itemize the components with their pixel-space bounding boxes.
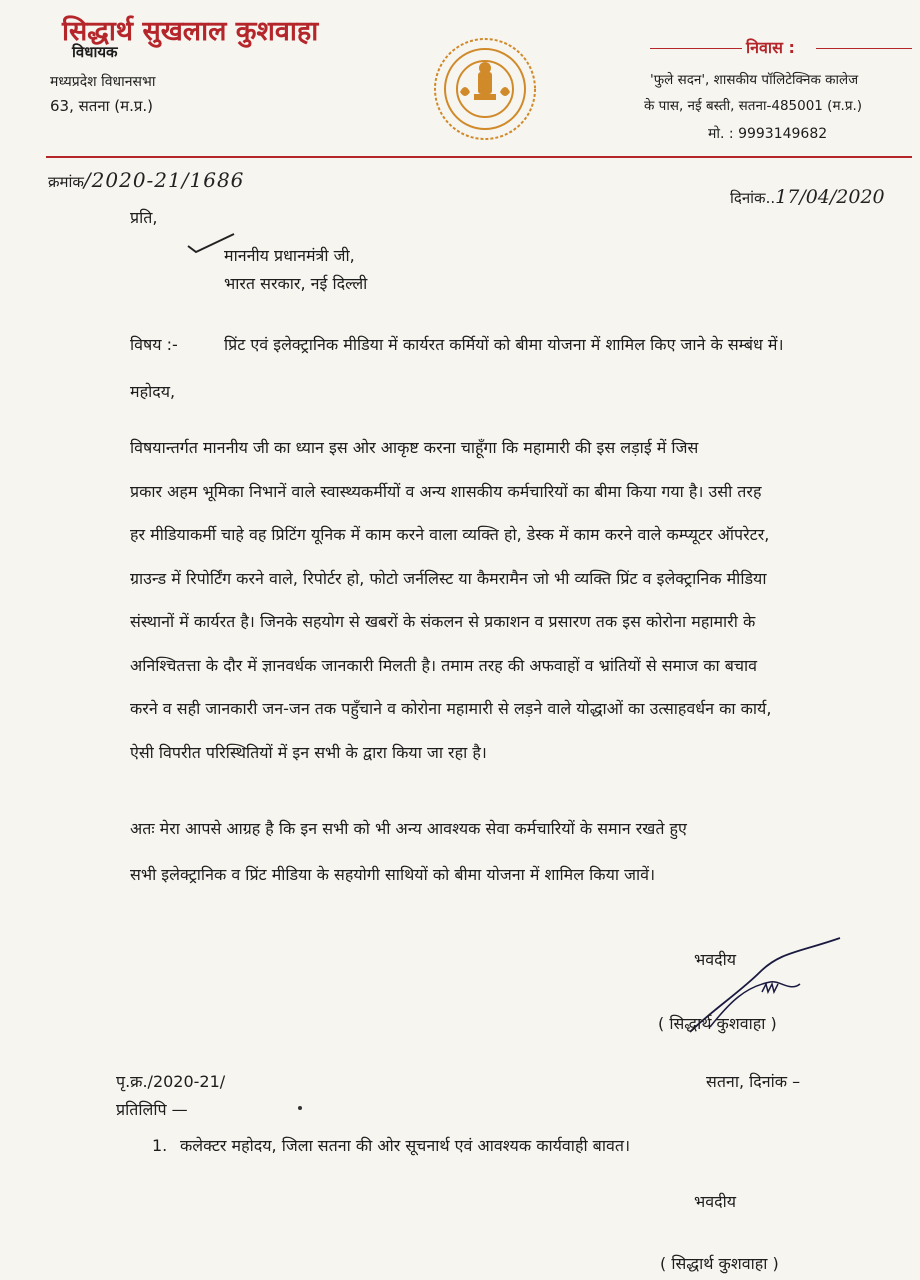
body-paragraph-2 (130, 806, 870, 898)
body-line: विषयान्तर्गत माननीय जी का ध्यान इस ओर आकृष्ट करना चाहूँगा कि महामारी की इस लड़ाई में जिस (130, 438, 699, 457)
subject-label: विषय :- (130, 335, 178, 354)
copy-signature-closing: भवदीय (694, 1192, 737, 1211)
reference-handwritten: /2020-21/1686 (83, 168, 245, 192)
date-label: दिनांक (730, 189, 766, 207)
residence-phone: मो. : 9993149682 (708, 126, 828, 142)
residence-rule-left (650, 48, 742, 49)
signature-closing: भवदीय (694, 950, 737, 969)
body-line: संस्थानों में कार्यरत है। जिनके सहयोग से खबरों के संकलन से प्रकाशन व प्रसारण तक इस कोरोना महामारी के (130, 612, 756, 631)
residence-address-line2: के पास, नई बस्ती, सतना-485001 (म.प्र.) (644, 98, 863, 114)
residence-title: निवास : (746, 38, 795, 57)
date-handwritten: 17/04/2020 (775, 186, 885, 208)
body-line: हर मीडियाकर्मी चाहे वह प्रिटिंग यूनिक में काम करने वाला व्यक्ति हो, डेस्क में काम करने वाले कम्प्यूटर ऑपरेटर, (130, 525, 770, 544)
copy-item-text: कलेक्टर महोदय, जिला सतना की ओर सूचनार्थ एवं आवश्यक कार्यवाही बावत। (180, 1136, 631, 1155)
copy-item-1 (152, 1134, 630, 1156)
body-line: अनिश्चितत्ता के दौर में ज्ञानवर्धक जानकारी मिलती है। तमाम तरह की अफवाहों व भ्रांतियों से समाज का बचाव (130, 655, 758, 675)
body-line: सभी इलेक्ट्रानिक व प्रिंट मीडिया के सहयोगी साथियों को बीमा योजना में शामिल किया जावें। (130, 865, 656, 884)
copy-label: प्रतिलिपि — (116, 1100, 188, 1119)
letter-date: दिनांक..17/04/2020 (730, 186, 885, 208)
residence-header (650, 36, 912, 58)
residence-address-line1: 'फुले सदन', शासकीय पॉलिटेक्निक कालेज (650, 72, 859, 88)
sender-assembly: मध्यप्रदेश विधानसभा (50, 74, 156, 90)
addressee-prefix: प्रति, (130, 208, 158, 227)
subject-text: प्रिंट एवं इलेक्ट्रानिक मीडिया में कार्यरत कर्मियों को बीमा योजना में शामिल किए जाने के सम्बंध में। (224, 335, 784, 354)
sender-constituency: 63, सतना (म.प्र.) (50, 97, 154, 115)
sender-name: सिद्धार्थ सुखलाल कुशवाहा (62, 16, 319, 47)
residence-rule-right (816, 48, 912, 49)
copy-item-number: 1. (152, 1136, 168, 1155)
reference-number (48, 168, 244, 192)
body-paragraph-1 (130, 426, 870, 774)
salutation: महोदय, (130, 382, 176, 401)
body-line: ग्राउन्ड में रिपोर्टिंग करने वाले, रिपोर्टर हो, फोटो जर्नलिस्ट या कैमरामैन जो भी व्यक्ति प्रिंट व इलेक्ट्रानिक मीडिया (130, 568, 767, 588)
body-line: करने व सही जानकारी जन-जन तक पहुँचाने व कोरोना महामारी से लड़ने वाले योद्धाओं का उत्साहवर्धन का कार्य, (130, 699, 772, 718)
sender-role: विधायक (72, 43, 118, 61)
addressee-line2: भारत सरकार, नई दिल्ली (224, 274, 368, 293)
reference-label: क्रमांक (48, 173, 84, 191)
stray-dot (298, 1106, 302, 1110)
copy-reference: पृ.क्र./2020-21/ (116, 1072, 226, 1091)
state-emblem-icon (430, 34, 540, 144)
addressee-line1: माननीय प्रधानमंत्री जी, (224, 246, 355, 265)
copy-signatory-name: ( सिद्धार्थ कुशवाहा ) (660, 1254, 779, 1273)
body-line: अतः मेरा आपसे आग्रह है कि इन सभी को भी अन्य आवश्यक सेवा कर्मचारियों के समान रखते हुए (130, 819, 687, 838)
letterhead-divider (46, 156, 912, 158)
signatory-name: ( सिद्धार्थ कुशवाहा ) (658, 1014, 777, 1033)
body-line: प्रकार अहम भूमिका निभानें वाले स्वास्थ्यकर्मीयों व अन्य शासकीय कर्मचारियों का बीमा किया गया है। उसी तरह (130, 481, 762, 501)
copy-place-date: सतना, दिनांक – (706, 1072, 801, 1091)
body-line: ऐसी विपरीत परिस्थितियों में इन सभी के द्वारा किया जा रहा है। (130, 742, 487, 762)
